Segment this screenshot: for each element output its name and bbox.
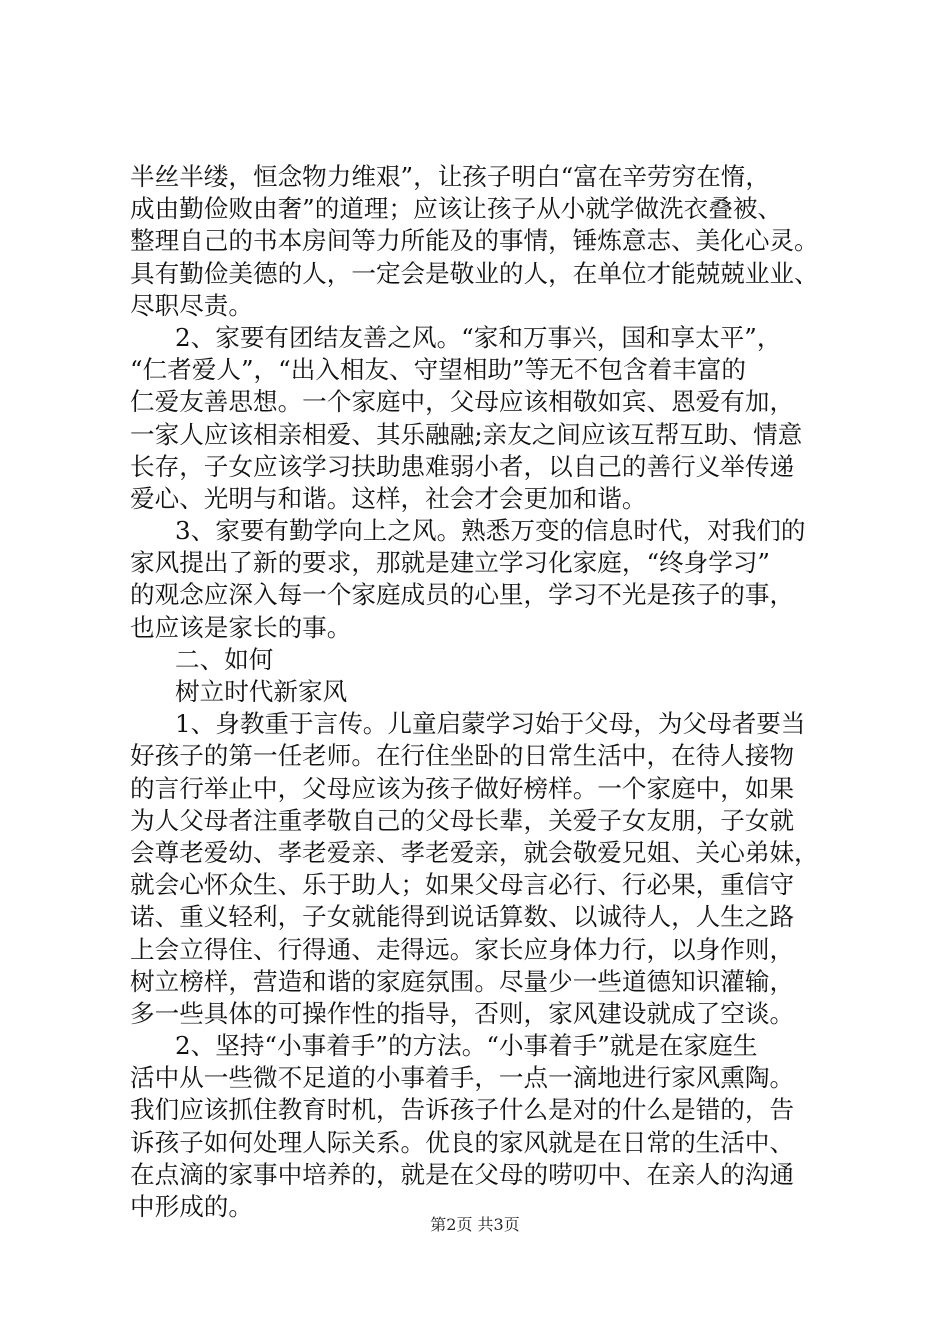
text-line: 多一些具体的可操作性的指导，否则，家风建设就成了空谈。 <box>130 998 795 1028</box>
text-line: 的观念应深入每一个家庭成员的心里，学习不光是孩子的事， <box>130 580 795 610</box>
text-line: 二、如何 <box>175 644 274 674</box>
text-line: 3、家要有勤学向上之风。熟悉万变的信息时代，对我们的 <box>175 516 806 546</box>
text-line: 尽职尽责。 <box>130 290 253 320</box>
text-line: 树立榜样，营造和谐的家庭氛围。尽量少一些道德知识灌输， <box>130 966 795 996</box>
text-line: 就会心怀众生、乐于助人；如果父母言必行、行必果，重信守 <box>130 870 795 900</box>
text-line: 中形成的。 <box>130 1192 253 1221</box>
text-line: 具有勤俭美德的人，一定会是敬业的人，在单位才能兢兢业业、 <box>130 258 819 288</box>
text-line: 2、坚持“小事着手”的方法。“小事着手”就是在家庭生 <box>175 1031 758 1061</box>
text-line: 整理自己的书本房间等力所能及的事情，锤炼意志、美化心灵。 <box>130 226 819 256</box>
text-line: 半丝半缕，恒念物力维艰”，让孩子明白“富在辛劳穷在惰， <box>130 162 770 191</box>
text-line: 诺、重义轻利，子女就能得到说话算数、以诚待人，人生之路 <box>130 902 795 932</box>
text-line: 仁爱友善思想。一个家庭中，父母应该相敬如宾、恩爱有加， <box>130 387 795 417</box>
text-line: 诉孩子如何处理人际关系。优良的家风就是在日常的生活中、 <box>130 1127 795 1157</box>
text-line: 爱心、光明与和谐。这样，社会才会更加和谐。 <box>130 483 647 513</box>
page-footer: 第2页 共3页 <box>430 1215 520 1234</box>
text-line: 活中从一些微不足道的小事着手，一点一滴地进行家风熏陶。 <box>130 1063 795 1093</box>
text-line: 上会立得住、行得通、走得远。家长应身体力行，以身作则， <box>130 934 795 964</box>
text-line: 家风提出了新的要求，那就是建立学习化家庭，“终身学习” <box>130 548 770 578</box>
text-line: 在点滴的家事中培养的，就是在父母的唠叨中、在亲人的沟通 <box>130 1159 795 1189</box>
text-line: 成由勤俭败由奢”的道理；应该让孩子从小就学做洗衣叠被、 <box>130 194 783 224</box>
body-text <box>130 161 830 1223</box>
text-line: 2、家要有团结友善之风。“家和万事兴，国和享太平”， <box>175 322 782 352</box>
text-line: 树立时代新家风 <box>175 677 348 706</box>
text-line: 长存，子女应该学习扶助患难弱小者，以自己的善行义举传递 <box>130 451 795 481</box>
text-line: 一家人应该相亲相爱、其乐融融;亲友之间应该互帮互助、情意 <box>130 419 803 449</box>
text-line: “仁者爱人”，“出入相友、守望相助”等无不包含着丰富的 <box>130 355 746 385</box>
text-line: 也应该是家长的事。 <box>130 612 352 642</box>
text-line: 为人父母者注重孝敬自己的父母长辈，关爱子女友朋，子女就 <box>130 805 795 835</box>
text-line: 的言行举止中，父母应该为孩子做好榜样。一个家庭中，如果 <box>130 773 795 803</box>
text-line: 我们应该抓住教育时机，告诉孩子什么是对的什么是错的，告 <box>130 1095 795 1125</box>
text-line: 好孩子的第一任老师。在行住坐卧的日常生活中，在待人接物 <box>130 741 795 771</box>
text-line: 会尊老爱幼、孝老爱亲、孝老爱亲，就会敬爱兄姐、关心弟妹， <box>130 837 819 867</box>
text-line: 1、身教重于言传。儿童启蒙学习始于父母，为父母者要当 <box>175 709 806 739</box>
